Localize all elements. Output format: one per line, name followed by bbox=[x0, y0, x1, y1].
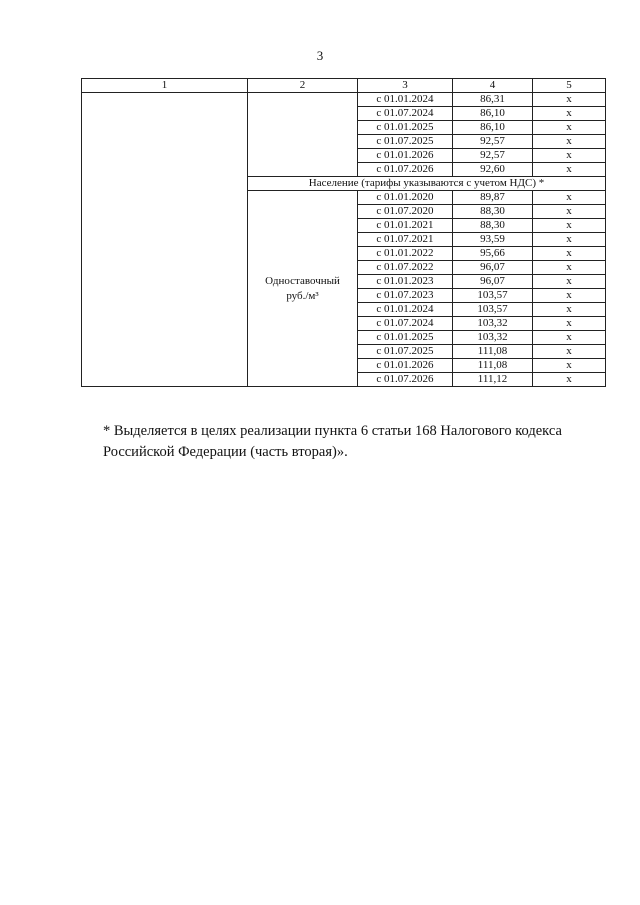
value-cell: 111,12 bbox=[453, 373, 533, 387]
mark-cell: х bbox=[533, 359, 606, 373]
col2-empty-cell bbox=[248, 93, 358, 177]
section-label: Население (тарифы указываются с учетом НДС) * bbox=[248, 177, 606, 191]
date-cell: с 01.07.2023 bbox=[358, 289, 453, 303]
mark-cell: х bbox=[533, 191, 606, 205]
mark-cell: х bbox=[533, 303, 606, 317]
header-cell-3: 3 bbox=[358, 79, 453, 93]
date-cell: с 01.07.2022 bbox=[358, 261, 453, 275]
value-cell: 96,07 bbox=[453, 275, 533, 289]
mark-cell: х bbox=[533, 93, 606, 107]
value-cell: 93,59 bbox=[453, 233, 533, 247]
value-cell: 96,07 bbox=[453, 261, 533, 275]
unit-label: руб./м³ bbox=[286, 289, 319, 302]
mark-cell: х bbox=[533, 317, 606, 331]
date-cell: с 01.01.2025 bbox=[358, 121, 453, 135]
footnote: * Выделяется в целях реализации пункта 6 статьи 168 Налогового кодекса Российской Федерации (часть вторая)». bbox=[103, 423, 562, 460]
mark-cell: х bbox=[533, 275, 606, 289]
date-cell: с 01.07.2020 bbox=[358, 205, 453, 219]
tariff-type-label: Одноставочный bbox=[265, 274, 340, 287]
tariff-table-body bbox=[82, 79, 606, 387]
date-cell: с 01.01.2020 bbox=[358, 191, 453, 205]
mark-cell: х bbox=[533, 107, 606, 121]
header-cell-2: 2 bbox=[248, 79, 358, 93]
value-cell: 103,57 bbox=[453, 303, 533, 317]
date-cell: с 01.07.2025 bbox=[358, 345, 453, 359]
date-cell: с 01.07.2024 bbox=[358, 317, 453, 331]
mark-cell: х bbox=[533, 219, 606, 233]
mark-cell: х bbox=[533, 331, 606, 345]
date-cell: с 01.01.2022 bbox=[358, 247, 453, 261]
page-number: 3 bbox=[316, 48, 324, 63]
header-cell-5: 5 bbox=[533, 79, 606, 93]
date-cell: с 01.01.2024 bbox=[358, 303, 453, 317]
tariff-table bbox=[81, 78, 606, 387]
mark-cell: х bbox=[533, 135, 606, 149]
date-cell: с 01.07.2026 bbox=[358, 373, 453, 387]
date-cell: с 01.07.2021 bbox=[358, 233, 453, 247]
value-cell: 103,32 bbox=[453, 317, 533, 331]
value-cell: 103,32 bbox=[453, 331, 533, 345]
mark-cell: х bbox=[533, 345, 606, 359]
date-cell: с 01.01.2026 bbox=[358, 359, 453, 373]
value-cell: 88,30 bbox=[453, 205, 533, 219]
header-cell-4: 4 bbox=[453, 79, 533, 93]
table-row bbox=[82, 93, 606, 107]
date-cell: с 01.01.2026 bbox=[358, 149, 453, 163]
value-cell: 92,57 bbox=[453, 149, 533, 163]
date-cell: с 01.01.2023 bbox=[358, 275, 453, 289]
header-row bbox=[82, 79, 606, 93]
mark-cell: х bbox=[533, 205, 606, 219]
header-cell-1: 1 bbox=[82, 79, 248, 93]
date-cell: с 01.07.2026 bbox=[358, 163, 453, 177]
value-cell: 103,57 bbox=[453, 289, 533, 303]
value-cell: 88,30 bbox=[453, 219, 533, 233]
date-cell: с 01.01.2024 bbox=[358, 93, 453, 107]
mark-cell: х bbox=[533, 289, 606, 303]
date-cell: с 01.07.2024 bbox=[358, 107, 453, 121]
mark-cell: х bbox=[533, 163, 606, 177]
value-cell: 92,60 bbox=[453, 163, 533, 177]
value-cell: 89,87 bbox=[453, 191, 533, 205]
value-cell: 86,31 bbox=[453, 93, 533, 107]
mark-cell: х bbox=[533, 233, 606, 247]
date-cell: с 01.07.2025 bbox=[358, 135, 453, 149]
mark-cell: х bbox=[533, 247, 606, 261]
mark-cell: х bbox=[533, 261, 606, 275]
mark-cell: х bbox=[533, 373, 606, 387]
date-cell: с 01.01.2021 bbox=[358, 219, 453, 233]
value-cell: 92,57 bbox=[453, 135, 533, 149]
tariff-type-cell bbox=[248, 191, 358, 387]
mark-cell: х bbox=[533, 121, 606, 135]
value-cell: 86,10 bbox=[453, 121, 533, 135]
mark-cell: х bbox=[533, 149, 606, 163]
value-cell: 95,66 bbox=[453, 247, 533, 261]
value-cell: 86,10 bbox=[453, 107, 533, 121]
value-cell: 111,08 bbox=[453, 345, 533, 359]
col1-empty-cell bbox=[82, 93, 248, 387]
value-cell: 111,08 bbox=[453, 359, 533, 373]
date-cell: с 01.01.2025 bbox=[358, 331, 453, 345]
